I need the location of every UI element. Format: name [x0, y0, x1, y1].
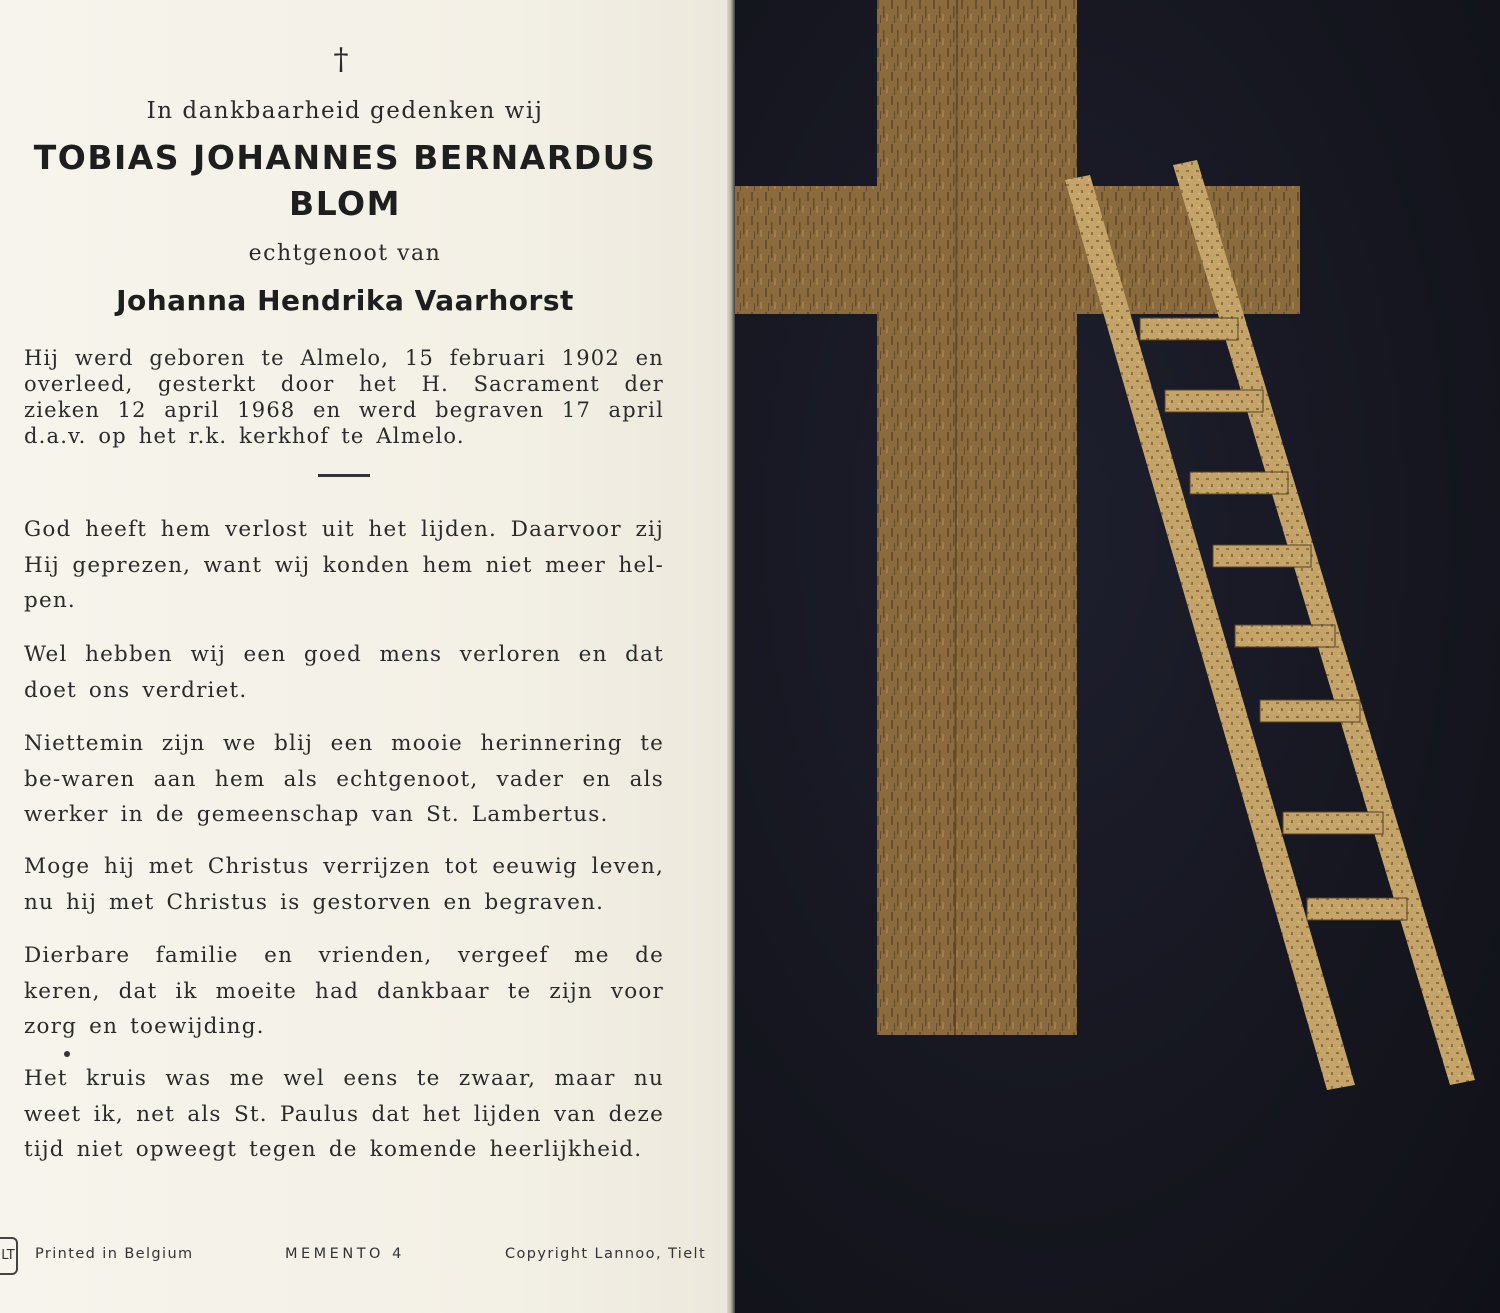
cross-symbol: †	[333, 42, 349, 77]
intro-line: In dankbaarheid gedenken wij	[146, 98, 544, 124]
divider	[318, 474, 370, 477]
paragraph-3: Niettemin zijn we blij een mooie herinnering te be-waren aan hem als echtgenoot, vader en als werker in de gemeenschap van St. Lambertus.	[24, 731, 664, 827]
publisher-logo: LT	[0, 1237, 18, 1275]
memento-label: MEMENTO 4	[285, 1246, 405, 1262]
memorial-card-text-side	[0, 0, 730, 1313]
paragraph-2: Wel hebben wij een goed mens verloren en dat doet ons verdriet.	[24, 642, 664, 703]
spouse-name: Johanna Hendrika Vaarhorst	[116, 284, 574, 317]
card-fold	[727, 0, 735, 1313]
deceased-name-line1: TOBIAS JOHANNES BERNARDUS	[33, 138, 657, 177]
paragraph-6: Het kruis was me wel eens te zwaar, maar nu weet ik, net als St. Paulus dat het lijden van deze tijd niet opweegt tegen de komende heerlijkheid.	[24, 1066, 664, 1162]
biography: Hij werd geboren te Almelo, 15 februari 1902 en overleed, gesterkt door het H. Sacrament der zieken 12 april 1968 en werd begraven 17 april d.a.v. op het r.k. kerkhof te Almelo.	[24, 346, 664, 448]
paragraph-4: Moge hij met Christus verrijzen tot eeuwig leven, nu hij met Christus is gestorven en begraven.	[24, 854, 664, 915]
ink-dot	[64, 1051, 70, 1057]
deceased-name-line2: BLOM	[289, 184, 401, 223]
paragraph-5: Dierbare familie en vrienden, vergeef me de keren, dat ik moeite had dankbaar te zijn voor zorg en toewijding.	[24, 943, 664, 1039]
cross-ladder-image	[735, 0, 1500, 1313]
cross-icon	[735, 0, 1300, 1035]
copyright-label: Copyright Lannoo, Tielt	[505, 1246, 707, 1262]
paragraph-1: God heeft hem verlost uit het lijden. Daarvoor zij Hij geprezen, want wij konden hem niet meer hel-pen.	[24, 517, 664, 613]
printed-in-label: Printed in Belgium	[35, 1246, 194, 1262]
cross-and-ladder-illustration	[735, 0, 1500, 1313]
spouse-intro: echtgenoot van	[248, 241, 442, 266]
